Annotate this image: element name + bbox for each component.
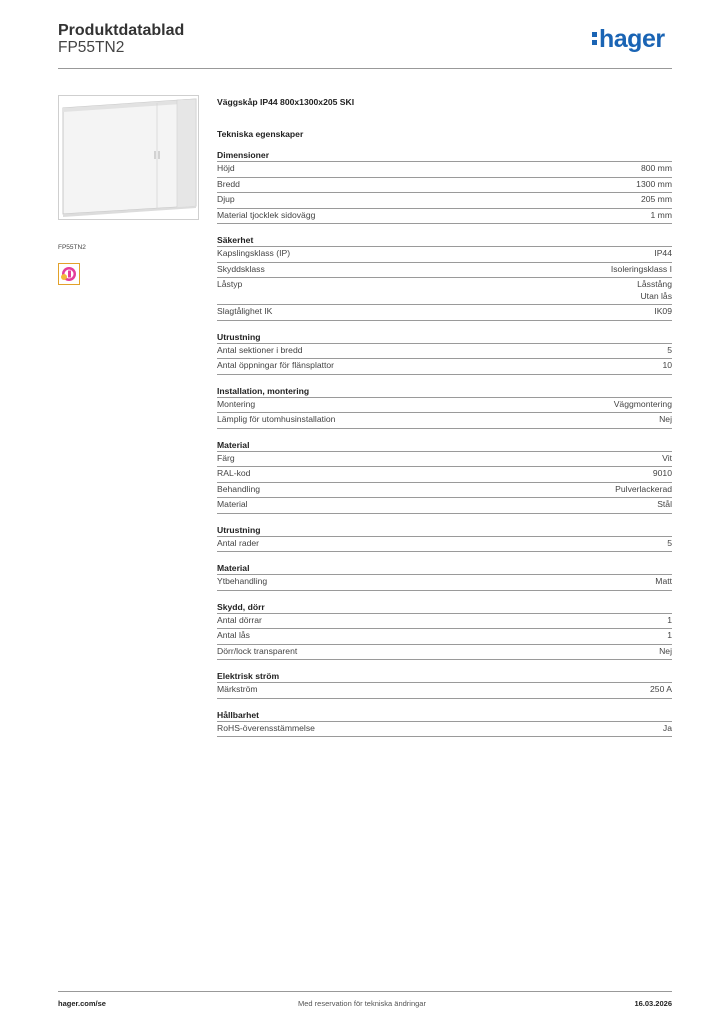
spec-value xyxy=(659,414,672,426)
spec-section xyxy=(217,440,672,514)
section-heading: Utrustning xyxy=(217,331,261,342)
spec-row xyxy=(217,482,672,498)
spec-label: Antal rader xyxy=(217,537,260,548)
spec-value-line: Nej xyxy=(659,414,672,424)
footer-date: 16.03.2026 xyxy=(634,999,672,1008)
spec-value xyxy=(641,163,672,175)
spec-row xyxy=(217,451,672,467)
spec-value-line: 1300 mm xyxy=(636,178,672,189)
spec-subtitle: Tekniska egenskaper xyxy=(217,129,304,139)
spec-value xyxy=(663,723,672,735)
spec-section xyxy=(217,671,672,699)
spec-value-line: Utan lås xyxy=(640,290,672,301)
spec-value xyxy=(641,194,672,206)
spec-row xyxy=(217,613,672,629)
spec-value xyxy=(611,264,672,276)
compliance-icon xyxy=(59,264,79,284)
spec-value xyxy=(662,360,672,372)
spec-row xyxy=(217,277,672,304)
footer-website[interactable]: hager.com/se xyxy=(58,999,106,1008)
spec-label: Låstyp xyxy=(217,279,243,289)
spec-row xyxy=(217,177,672,193)
spec-label: Antal sektioner i bredd xyxy=(217,344,303,355)
spec-row xyxy=(217,644,672,661)
spec-value-line: Matt xyxy=(655,576,672,586)
spec-value-line: IP44 xyxy=(654,248,672,258)
spec-label: Lämplig för utomhusinstallation xyxy=(217,414,336,424)
spec-label: Montering xyxy=(217,398,256,409)
spec-value xyxy=(667,630,672,642)
spec-value xyxy=(636,179,672,191)
spec-content xyxy=(217,97,672,737)
spec-value xyxy=(667,345,672,357)
spec-section xyxy=(217,235,672,321)
header-divider xyxy=(58,68,672,69)
image-caption: FP55TN2 xyxy=(58,244,86,251)
spec-section xyxy=(217,150,672,224)
spec-value-line: 10 xyxy=(662,360,672,370)
spec-section xyxy=(217,602,672,661)
spec-value-line: 250 A xyxy=(650,684,672,694)
section-heading: Material xyxy=(217,439,250,450)
spec-value-line: 1 mm xyxy=(650,209,672,220)
section-heading: Säkerhet xyxy=(217,235,254,245)
spec-label: Djup xyxy=(217,194,235,204)
spec-row xyxy=(217,628,672,644)
spec-value-line: 5 xyxy=(667,344,672,355)
spec-row xyxy=(217,161,672,177)
section-heading: Dimensioner xyxy=(217,150,270,160)
spec-row xyxy=(217,721,672,738)
spec-value-line: 1 xyxy=(667,630,672,640)
spec-value xyxy=(662,453,672,465)
spec-label: RAL-kod xyxy=(217,468,251,478)
spec-section xyxy=(217,525,672,553)
spec-value-line: Stål xyxy=(657,499,672,509)
spec-value-line: IK09 xyxy=(654,306,672,316)
footer-divider xyxy=(58,991,672,992)
spec-row xyxy=(217,358,672,375)
spec-value xyxy=(650,684,672,696)
section-heading: Installation, montering xyxy=(217,385,310,396)
product-code: FP55TN2 xyxy=(58,39,125,56)
cabinet-illustration-icon xyxy=(59,96,198,219)
spec-label: Behandling xyxy=(217,483,261,494)
spec-label: RoHS-överensstämmelse xyxy=(217,722,315,733)
spec-value xyxy=(655,576,672,588)
product-title: Väggskåp IP44 800x1300x205 SKI xyxy=(217,97,355,107)
spec-section xyxy=(217,332,672,375)
spec-value-line: 9010 xyxy=(652,468,672,478)
spec-value-line: Ja xyxy=(662,722,672,733)
spec-row xyxy=(217,262,672,278)
spec-label: Material xyxy=(217,499,248,509)
spec-row xyxy=(217,397,672,413)
spec-label: Material tjocklek sidovägg xyxy=(217,209,316,220)
spec-value-line: Nej xyxy=(659,645,672,656)
spec-value-line: Vit xyxy=(662,452,672,463)
spec-value xyxy=(667,615,672,627)
logo-dots-icon xyxy=(592,30,597,46)
spec-value xyxy=(654,248,672,260)
spec-row xyxy=(217,682,672,699)
hager-logo xyxy=(592,27,665,52)
page-title: Produktdatablad xyxy=(58,22,185,39)
section-heading: Elektrisk ström xyxy=(217,671,280,681)
spec-row xyxy=(217,208,672,225)
spec-row xyxy=(217,466,672,482)
spec-row xyxy=(217,536,672,553)
spec-row xyxy=(217,412,672,429)
section-heading: Material xyxy=(217,563,250,573)
footer-disclaimer: Med reservation för tekniska ändringar xyxy=(298,999,426,1008)
spec-label: Bredd xyxy=(217,178,240,189)
spec-row xyxy=(217,497,672,514)
spec-label: Kapslingsklass (IP) xyxy=(217,248,291,258)
spec-value-line: Isoleringsklass I xyxy=(610,263,672,274)
spec-label: Skyddsklass xyxy=(217,263,265,274)
spec-label: Slagtålighet IK xyxy=(217,306,273,316)
spec-label: Dörr/lock transparent xyxy=(217,645,298,656)
spec-row xyxy=(217,246,672,262)
logo-text: hager xyxy=(599,25,665,53)
spec-value xyxy=(654,306,672,318)
spec-label: Antal dörrar xyxy=(217,614,262,625)
rohs-badge xyxy=(58,263,80,285)
spec-row xyxy=(217,304,672,321)
spec-label: Ytbehandling xyxy=(217,576,268,586)
spec-value-line: 1 xyxy=(667,614,672,625)
spec-label: Antal öppningar för flänsplattor xyxy=(217,360,335,370)
spec-value xyxy=(637,279,672,302)
spec-label: Färg xyxy=(217,452,235,463)
spec-label: Märkström xyxy=(217,684,258,694)
spec-value xyxy=(614,399,672,411)
spec-value-line: 5 xyxy=(667,537,672,548)
spec-value-line: Väggmontering xyxy=(613,398,672,409)
product-image xyxy=(58,95,199,220)
spec-section xyxy=(217,710,672,738)
spec-value xyxy=(657,499,672,511)
spec-value xyxy=(659,646,672,658)
spec-value xyxy=(651,210,672,222)
section-heading: Utrustning xyxy=(217,524,261,535)
spec-section xyxy=(217,563,672,591)
spec-value-line: Pulverlackerad xyxy=(615,483,672,494)
spec-row xyxy=(217,192,672,208)
spec-label: Höjd xyxy=(217,163,235,173)
spec-label: Antal lås xyxy=(217,630,250,640)
spec-row xyxy=(217,574,672,591)
section-heading: Skydd, dörr xyxy=(217,601,265,612)
spec-value xyxy=(667,538,672,550)
spec-value xyxy=(615,484,672,496)
spec-row xyxy=(217,343,672,359)
spec-value-line: Låsstång xyxy=(637,279,672,289)
spec-value-line: 205 mm xyxy=(640,194,672,204)
spec-value-line: 800 mm xyxy=(640,163,672,173)
spec-sections xyxy=(217,150,672,737)
section-heading: Hållbarhet xyxy=(217,709,260,720)
spec-section xyxy=(217,386,672,429)
spec-value xyxy=(653,468,672,480)
